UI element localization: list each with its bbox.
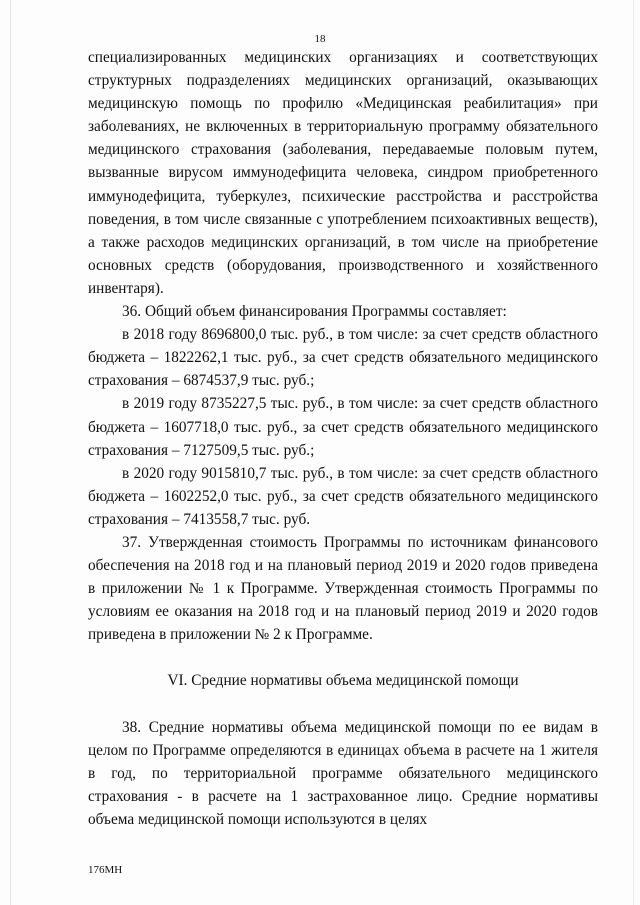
page-number: 18 — [314, 33, 326, 45]
paragraph-36: 36. Общий объем финансирования Программы составляет: — [122, 303, 507, 321]
paragraph-continuation: специализированных медицинских организациях и соответствующих структурных подразделениях медицинских организаций, оказывающих медицинскую помощь по профилю «Медицинская реабилитация» при заболеваниях, не включенных в территориальную программу обязательного медицинского страхования (заболевания, передаваемые половым путем, вызванные вирусом иммунодефицита человека, синдром приобретенного иммунодефицита, туберкулез, психические расстройства и расстройства поведения, в том числе связанные с употреблением психоактивных веществ), а также расходов медицинских организаций, в том числе на приобретение основных средств (оборудования, производственного и хозяйственного инвентаря). — [88, 49, 598, 297]
paragraph-36-2018: в 2018 году 8696800,0 тыс. руб., в том числе: за счет средств областного бюджета – 1822262,1 тыс. руб., за счет средств обязательного медицинского страхования – 6874537,9 тыс. руб.; — [88, 326, 598, 390]
paragraph-36-2020: в 2020 году 9015810,7 тыс. руб., в том числе: за счет средств областного бюджета – 1602252,0 тыс. руб., за счет средств обязательного медицинского страхования – 7413558,7 тыс. руб. — [88, 464, 598, 528]
paragraph-37: 37. Утвержденная стоимость Программы по источникам финансового обеспечения на 2018 год и на плановый период 2019 и 2020 годов приведена в приложении № 1 к Программе. Утвержденная стоимость Программы по условиям ее оказания на 2018 год и на плановый период 2019 и 2020 годов приведена в приложении № 2 к Программе. — [88, 533, 598, 644]
document-body — [88, 46, 598, 831]
footer-document-code: 176МН — [88, 864, 123, 876]
scan-edge-right — [633, 0, 634, 905]
paragraph-36-2019: в 2019 году 8735227,5 тыс. руб., в том числе: за счет средств областного бюджета – 1607718,0 тыс. руб., за счет средств обязательного медицинского страхования – 7127509,5 тыс. руб.; — [88, 395, 598, 459]
section-heading-vi: VI. Средние нормативы объема медицинской помощи — [167, 672, 519, 690]
scan-edge-left — [10, 0, 11, 905]
paragraph-38: 38. Средние нормативы объема медицинской помощи по ее видам в целом по Программе определяются в единицах объема в расчете на 1 жителя в год, по территориальной программе обязательного медицинского страхования - в расчете на 1 застрахованное лицо. Средние нормативы объема медицинской помощи используются в целях — [88, 718, 598, 828]
